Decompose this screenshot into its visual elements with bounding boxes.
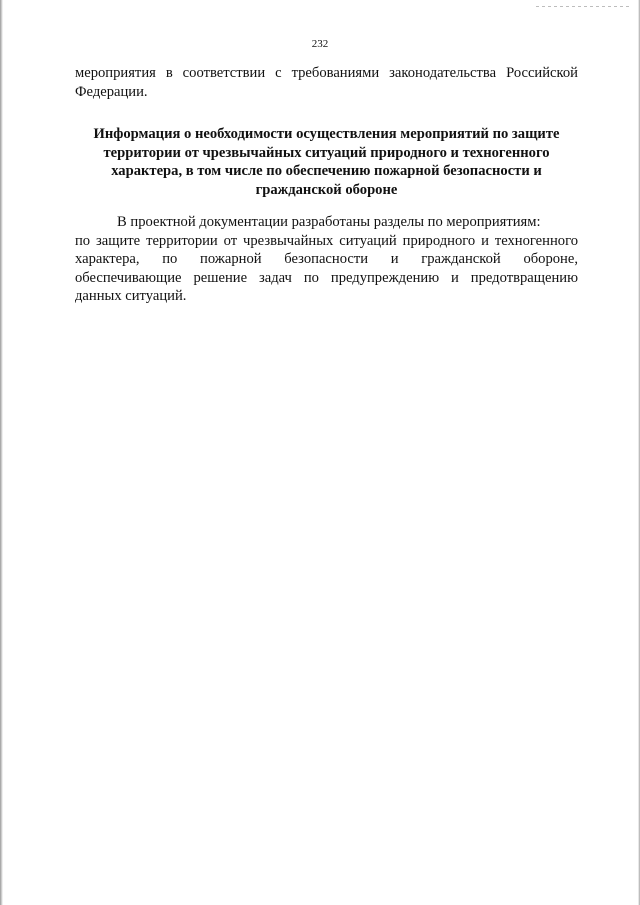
- document-body: [75, 64, 578, 306]
- body-line: по защите территории от чрезвычайных ситуаций природного и техногенного: [75, 232, 578, 249]
- continuation-paragraph: [75, 64, 578, 101]
- section-heading: [75, 125, 578, 199]
- body-line: В проектной документации разработаны разделы по мероприятиям:: [117, 214, 541, 230]
- section-body-paragraph: [75, 213, 578, 306]
- heading-line: характера, в том числе по обеспечению пожарной безопасности и: [111, 163, 542, 179]
- body-line: данных ситуаций.: [75, 288, 187, 304]
- continuation-line: Федерации.: [75, 83, 148, 100]
- page-number: 232: [311, 38, 329, 50]
- heading-line: территории от чрезвычайных ситуаций природного и техногенного: [103, 144, 550, 161]
- scan-edge-left: [0, 0, 3, 905]
- scan-edge-mark: [536, 6, 632, 7]
- heading-line: Информация о необходимости осуществления мероприятий по защите: [93, 126, 560, 142]
- heading-line: гражданской обороне: [255, 181, 398, 198]
- body-line: обеспечивающие решение задач по предупреждению и предотвращению: [75, 269, 578, 286]
- continuation-line: мероприятия в соответствии с требованиями законодательства Российской: [75, 65, 578, 81]
- body-line: характера, по пожарной безопасности и гражданской обороне,: [75, 251, 578, 267]
